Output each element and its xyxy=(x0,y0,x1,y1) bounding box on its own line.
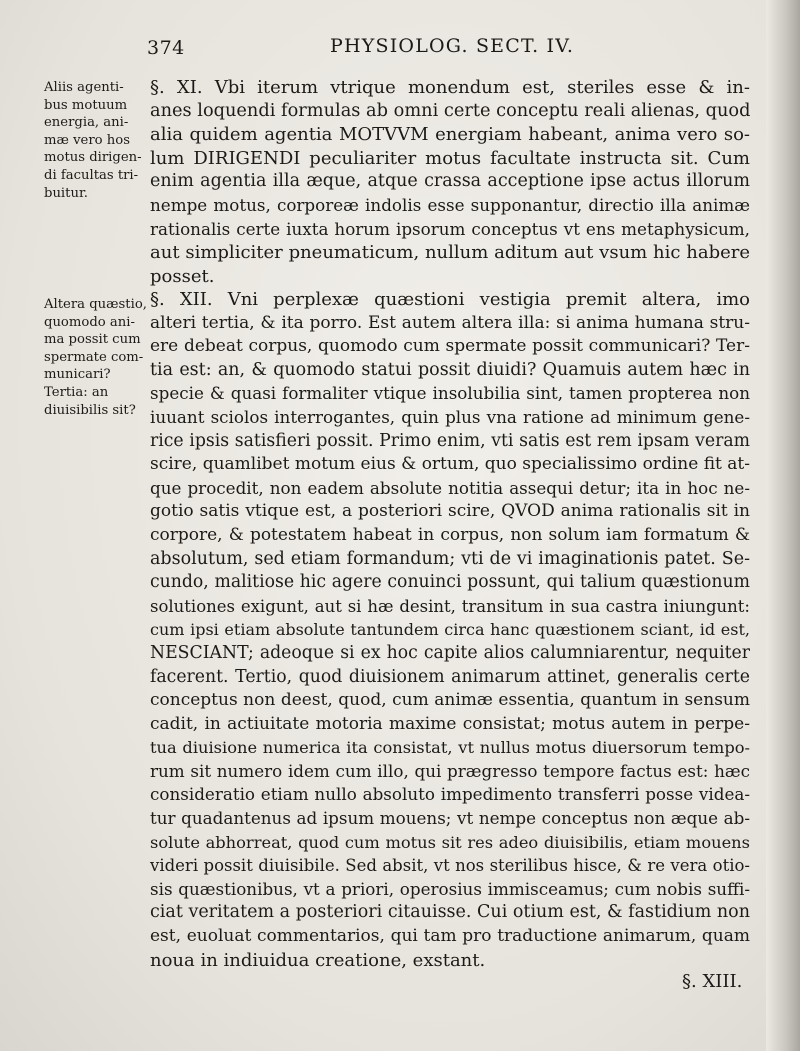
text-line: solutiones exigunt, aut si hæ desint, transitum in sua castra iniungunt: xyxy=(150,596,750,616)
text-line: anes loquendi formulas ab omni certe conceptu reali alienas, quod xyxy=(150,100,751,121)
paragraph-section-11 xyxy=(150,76,750,288)
text-line: alteri tertia, & ita porro. Est autem altera illa: si anima humana stru- xyxy=(150,312,750,333)
marginal-line: bus motuum xyxy=(44,97,128,113)
paragraph-section-12 xyxy=(150,288,750,972)
marginal-line: spermate com- xyxy=(44,349,144,365)
text-line: solute abhorreat, quod cum motus sit res adeo diuisibilis, etiam mouens xyxy=(150,832,750,852)
marginal-line: energia, ani- xyxy=(44,115,129,131)
text-line: iuuant sciolos interrogantes, quin plus vna ratione ad minimum gene- xyxy=(150,406,750,427)
text-line: videri possit diuisibile. Sed absit, vt nos sterilibus hisce, & re vera otio- xyxy=(150,856,750,876)
marginal-line: mæ vero hos xyxy=(44,132,130,148)
marginal-line: quomodo ani- xyxy=(44,314,135,330)
text-line: §. XI. Vbi iterum vtrique monendum est, steriles esse & in- xyxy=(150,77,750,98)
marginal-line: municari? xyxy=(44,367,111,383)
text-line: scire, quamlibet motum eius & ortum, quo specialissimo ordine fit at- xyxy=(150,454,750,475)
text-line: rice ipsis satisfieri possit. Primo enim, vti satis est rem ipsam veram xyxy=(150,430,750,451)
text-line: specie & quasi formaliter vtique insolubilia sint, tamen propterea non xyxy=(150,383,750,404)
marginal-line: di facultas tri- xyxy=(44,167,139,183)
text-line: gotio satis vtique est, a posteriori scire, QVOD anima rationalis sit in xyxy=(150,501,750,522)
text-line: sis quæstionibus, vt a priori, operosius immisceamus; cum nobis suffi- xyxy=(150,878,750,899)
text-line: noua in indiuidua creatione, exstant. xyxy=(150,949,486,971)
text-line: est, euoluat commentarios, qui tam pro traductione animarum, quam xyxy=(150,926,750,947)
text-line: rum sit numero idem cum illo, qui prægresso tempore factus est: hæc xyxy=(150,760,750,781)
text-line: tia est: an, & quomodo statui possit diuidi? Quamuis autem hæc in xyxy=(150,359,750,380)
text-line: corpore, & potestatem habeat in corpus, non solum iam formatum & xyxy=(150,524,750,545)
text-line: cundo, malitiose hic agere conuinci possunt, qui talium quæstionum xyxy=(150,572,750,593)
text-line: ciat veritatem a posteriori citauisse. Cui otium est, & fastidium non xyxy=(150,902,750,923)
page-gutter-shadow xyxy=(766,0,800,1051)
marginal-line: ma possit cum xyxy=(44,332,141,348)
marginal-note-2 xyxy=(44,296,156,419)
catchword: §. XIII. xyxy=(682,971,743,992)
text-line: cadit, in actiuitate motoria maxime consistat; motus autem in perpe- xyxy=(150,713,750,734)
marginal-line: motus dirigen- xyxy=(44,150,142,166)
text-line: aut simpliciter pneumaticum, nullum aditum aut vsum hic habere xyxy=(150,242,750,264)
text-line: absolutum, sed etiam formandum; vti de vi imaginationis patet. Se- xyxy=(150,548,750,569)
text-line: lum DIRIGENDI peculiariter motus facultate instructa sit. Cum xyxy=(150,147,750,169)
marginal-line: diuisibilis sit? xyxy=(44,402,136,418)
marginal-line: Altera quæstio, xyxy=(44,297,147,312)
text-line: que procedit, non eadem absolute notitia assequi detur; ita in hoc ne- xyxy=(150,477,750,498)
marginal-line: Tertia: an xyxy=(44,384,109,400)
text-line: posset. xyxy=(150,265,215,287)
marginal-note-1 xyxy=(44,79,156,202)
text-line: consideratio etiam nullo absoluto impedimento transferri posse videa- xyxy=(150,784,750,805)
text-line: tua diuisione numerica ita consistat, vt nullus motus diuersorum tempo- xyxy=(150,738,750,758)
text-line: ere debeat corpus, quomodo cum spermate possit communicari? Ter- xyxy=(150,336,750,357)
text-line: alia quidem agentia MOTVVM energiam habeant, anima vero so- xyxy=(150,124,750,146)
text-line: NESCIANT; adeoque si ex hoc capite alios calumniarentur, nequiter xyxy=(150,642,750,663)
text-line: §. XII. Vni perplexæ quæstioni vestigia premit altera, imo xyxy=(150,289,750,310)
text-line: conceptus non deest, quod, cum animæ essentia, quantum in sensum xyxy=(150,690,750,711)
marginal-line: Aliis agenti- xyxy=(44,80,124,95)
text-line: facerent. Tertio, quod diuisionem animarum attinet, generalis certe xyxy=(150,666,750,687)
text-line: enim agentia illa æque, atque crassa acceptione ipse actus illorum xyxy=(150,171,750,192)
marginal-line: buitur. xyxy=(44,185,88,201)
running-head: PHYSIOLOG. SECT. IV. xyxy=(330,35,575,57)
page-number: 374 xyxy=(147,37,185,59)
text-line: nempe motus, corporeæ indolis esse supponantur, directio illa animæ xyxy=(150,194,750,215)
text-line: rationalis certe iuxta horum ipsorum conceptus vt ens metaphysicum, xyxy=(150,218,750,239)
text-line: tur quadantenus ad ipsum mouens; vt nempe conceptus non æque ab- xyxy=(150,808,750,829)
text-line: cum ipsi etiam absolute tantundem circa hanc quæstionem sciant, id est, xyxy=(150,620,750,640)
